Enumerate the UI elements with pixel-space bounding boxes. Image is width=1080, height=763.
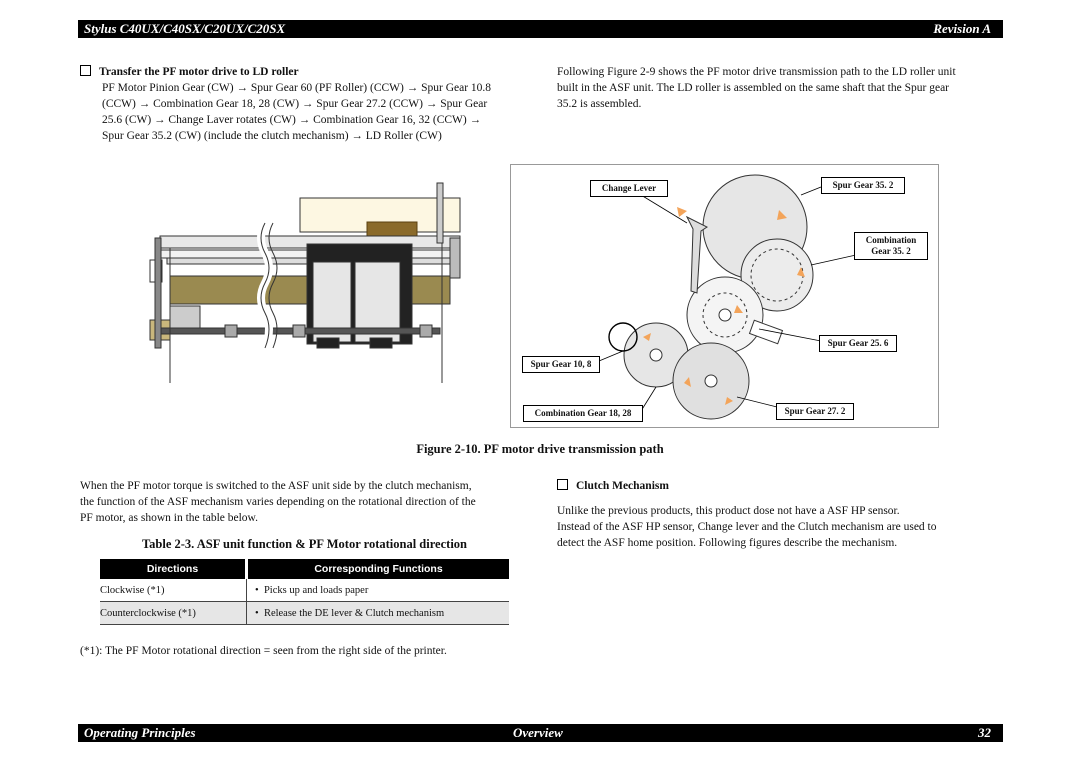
checkbox-bullet-icon xyxy=(557,479,568,490)
table-row xyxy=(100,602,509,625)
asf-line: When the PF motor torque is switched to the ASF unit side by the clutch mechanism, xyxy=(80,480,472,492)
transfer-line: PF Motor Pinion Gear (CW) → Spur Gear 60 (PF Roller) (CCW) → Spur Gear 10.8 xyxy=(102,82,492,94)
label-spur-gear-27: Spur Gear 27. 2 xyxy=(776,403,854,420)
intro-line: built in the ASF unit. The LD roller is assembled on the same shaft that the Spur gear xyxy=(557,82,949,94)
transfer-heading-row xyxy=(80,64,530,80)
intro-paragraph xyxy=(557,64,1007,112)
page-footer xyxy=(78,724,1003,742)
transfer-heading: Transfer the PF motor drive to LD roller xyxy=(99,66,299,78)
document-title: Stylus C40UX/C40SX/C20UX/C20SX xyxy=(84,21,286,36)
table-cell-function xyxy=(247,602,510,625)
label-combination-gear-35: Combination Gear 35. 2 xyxy=(854,232,928,260)
bullet-icon: • xyxy=(255,584,259,596)
intro-line: Following Figure 2-9 shows the PF motor drive transmission path to the LD roller unit xyxy=(557,66,956,78)
intro-line: 35.2 is assembled. xyxy=(557,98,642,110)
change-lever-shape xyxy=(687,217,707,293)
clutch-para2-line: Instead of the ASF HP sensor, Change lever and the Clutch mechanism are used to xyxy=(557,521,937,533)
table-cell-direction: Clockwise (*1) xyxy=(100,579,247,602)
table-header-row xyxy=(100,559,509,579)
function-text: Release the DE lever & Clutch mechanism xyxy=(263,607,445,619)
label-change-lever: Change Lever xyxy=(590,180,668,197)
asf-function-table xyxy=(100,559,509,625)
clutch-section xyxy=(557,478,997,551)
table-cell-direction: Counterclockwise (*1) xyxy=(100,602,247,625)
asf-paragraph xyxy=(80,478,530,526)
page-number: 32 xyxy=(978,725,991,740)
table-cell-function xyxy=(247,579,510,602)
clutch-heading-row xyxy=(557,478,997,494)
checkbox-bullet-icon xyxy=(80,65,91,76)
label-combination-gear-18: Combination Gear 18, 28 xyxy=(523,405,643,422)
footnote: (*1): The PF Motor rotational direction = seen from the right side of the printer. xyxy=(80,645,447,657)
clutch-para2-line: detect the ASF home position. Following figures describe the mechanism. xyxy=(557,537,898,549)
gear-diagram xyxy=(510,164,939,428)
footer-section: Operating Principles xyxy=(84,725,196,740)
transfer-section xyxy=(80,64,530,144)
figure-caption: Figure 2-10. PF motor drive transmission path xyxy=(416,442,664,456)
transfer-line: Spur Gear 35.2 (CW) (include the clutch mechanism) → LD Roller (CW) xyxy=(102,130,442,142)
function-text: Picks up and loads paper xyxy=(263,584,369,596)
label-spur-gear-25: Spur Gear 25. 6 xyxy=(819,335,897,352)
page-header xyxy=(78,20,1003,38)
label-spur-gear-35: Spur Gear 35. 2 xyxy=(821,177,905,194)
label-spur-gear-10: Spur Gear 10, 8 xyxy=(522,356,600,373)
clutch-heading: Clutch Mechanism xyxy=(576,480,669,492)
bullet-icon: • xyxy=(255,607,259,619)
transfer-line: 25.6 (CW) → Change Laver rotates (CW) → Combination Gear 16, 32 (CCW) → xyxy=(102,114,482,126)
table-row xyxy=(100,579,509,602)
transfer-path xyxy=(80,80,530,144)
asf-line: the function of the ASF mechanism varies depending on the rotational direction of the xyxy=(80,496,476,508)
table-title: Table 2-3. ASF unit function & PF Motor rotational direction xyxy=(141,537,467,551)
footer-chapter: Overview xyxy=(513,725,563,740)
revision-label: Revision A xyxy=(933,21,991,36)
printer-mechanism-illustration xyxy=(145,178,470,383)
asf-line: PF motor, as shown in the table below. xyxy=(80,512,258,524)
table-header-functions: Corresponding Functions xyxy=(247,559,510,579)
clutch-para1: Unlike the previous products, this product dose not have a ASF HP sensor. xyxy=(557,505,900,517)
transfer-line: (CCW) → Combination Gear 18, 28 (CW) → Spur Gear 27.2 (CCW) → Spur Gear xyxy=(102,98,488,110)
gear-train-drawing xyxy=(511,165,938,427)
table-header-directions: Directions xyxy=(100,559,247,579)
